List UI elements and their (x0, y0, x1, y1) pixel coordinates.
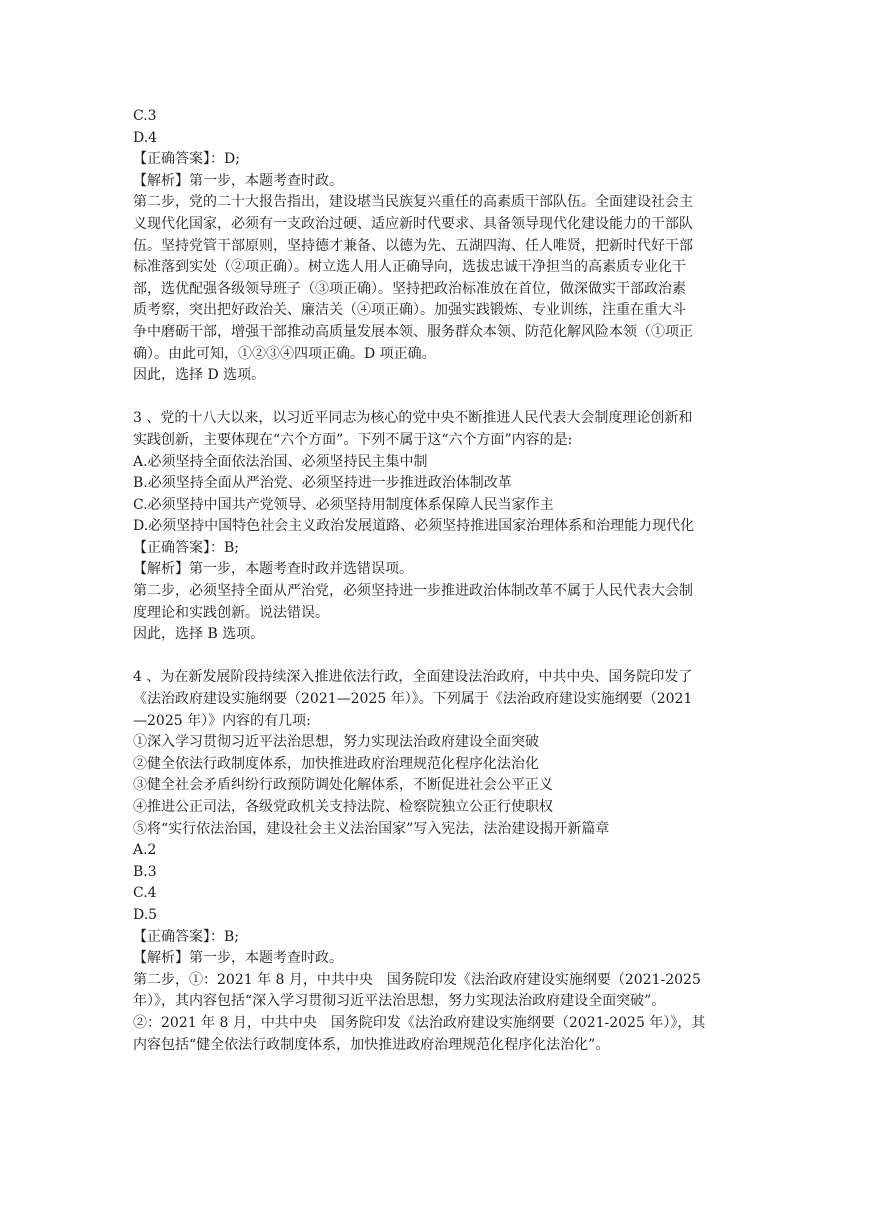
text-line: A.2 (133, 842, 157, 859)
text-line: 第二步，党的二十大报告指出，建设堪当民族复兴重任的高素质干部队伍。全面建设社会主 (133, 194, 693, 211)
text-line: 义现代化国家，必须有一支政治过硬、适应新时代要求、具备领导现代化建设能力的干部队 (133, 215, 693, 232)
text-line: 第二步，①：2021 年 8 月，中共中央 国务院印发《法治政府建设实施纲要（2021-2025 (133, 971, 701, 988)
text-line: 【解析】第一步，本题考查时政。 (133, 950, 343, 967)
text-line: B.必须坚持全面从严治党、必须坚持进一步推进政治体制改革 (133, 475, 512, 492)
text-line: ②：2021 年 8 月，中共中央 国务院印发《法治政府建设实施纲要（2021-2025 年）》，其 (133, 1014, 706, 1031)
paragraph-gap (133, 646, 745, 668)
text-line: 内容包括“健全依法行政制度体系，加快推进政府治理规范化程序化法治化”。 (133, 1036, 610, 1053)
text-line: 度理论和实践创新。说法错误。 (133, 604, 329, 621)
paragraph-gap (133, 387, 745, 409)
text-line: D.4 (133, 129, 158, 146)
text-line: ②健全依法行政制度体系，加快推进政府治理规范化程序化法治化 (133, 755, 539, 772)
text-line: ③健全社会矛盾纠纷行政预防调处化解体系，不断促进社会公平正义 (133, 777, 553, 794)
text-line: A.必须坚持全面依法治国、必须坚持民主集中制 (133, 453, 428, 470)
question-3-block (133, 408, 745, 646)
document-page (133, 106, 745, 1056)
text-line: 伍。坚持党管干部原则，坚持德才兼备、以德为先、五湖四海、任人唯贤，把新时代好干部 (133, 237, 693, 254)
text-line: C.3 (133, 108, 157, 124)
question-2-answer-block (133, 106, 745, 387)
text-line: 质考察，突出把好政治关、廉洁关（④项正确）。加强实践锻炼、专业训练，注重在重大斗 (133, 302, 686, 319)
text-line: 【正确答案】：B; (133, 539, 240, 556)
text-line: D.5 (133, 906, 158, 923)
text-line: 争中磨砺干部，增强干部推动高质量发展本领、服务群众本领、防范化解风险本领（①项正 (133, 323, 693, 340)
text-line: 《法治政府建设实施纲要（2021—2025 年）》。下列属于《法治政府建设实施纲要（2021 (133, 691, 693, 708)
text-line: 第二步，必须坚持全面从严治党，必须坚持进一步推进政治体制改革不属于人民代表大会制 (133, 583, 693, 600)
text-line: 确）。由此可知，①②③④四项正确。D 项正确。 (133, 345, 436, 362)
text-line: 因此，选择 D 选项。 (133, 367, 266, 384)
text-line: C.必须坚持中国共产党领导、必须坚持用制度体系保障人民当家作主 (133, 496, 554, 513)
text-line: ④推进公正司法，各级党政机关支持法院、检察院独立公正行使职权 (133, 799, 553, 815)
text-line: ⑤将“实行依法治国，建设社会主义法治国家”写入宪法，法治建设揭开新篇章 (133, 820, 610, 837)
text-line: D.必须坚持中国特色社会主义政治发展道路、必须坚持推进国家治理体系和治理能力现代化 (133, 518, 695, 535)
text-line: 【解析】第一步，本题考查时政。 (133, 172, 343, 189)
text-line: 【正确答案】：B; (133, 928, 240, 945)
text-line: B.3 (133, 863, 157, 880)
question-4-block (133, 667, 745, 1056)
text-line: 标准落到实处（②项正确）。树立选人用人正确导向，选拔忠诚干净担当的高素质专业化干 (133, 259, 686, 276)
text-line: 【解析】第一步，本题考查时政并选错误项。 (133, 561, 413, 578)
text-line: 因此，选择 B 选项。 (133, 626, 265, 643)
text-line: 实践创新，主要体现在“六个方面”。下列不属于这“六个方面”内容的是: (133, 431, 573, 448)
text-line: ①深入学习贯彻习近平法治思想，努力实现法治政府建设全面突破 (133, 734, 539, 751)
text-line: 4 、为在新发展阶段持续深入推进依法行政，全面建设法治政府，中共中央、国务院印发了 (133, 669, 693, 686)
text-line: 部，选优配强各级领导班子（③项正确）。坚持把政治标准放在首位，做深做实干部政治素 (133, 280, 686, 297)
text-line: 3 、党的十八大以来，以习近平同志为核心的党中央不断推进人民代表大会制度理论创新和 (133, 410, 693, 427)
text-line: —2025 年）》内容的有几项: (133, 712, 311, 729)
text-line: C.4 (133, 885, 157, 902)
text-line: 【正确答案】：D; (133, 151, 240, 168)
text-line: 年）》，其内容包括“深入学习贯彻习近平法治思想，努力实现法治政府建设全面突破”。 (133, 993, 666, 1010)
